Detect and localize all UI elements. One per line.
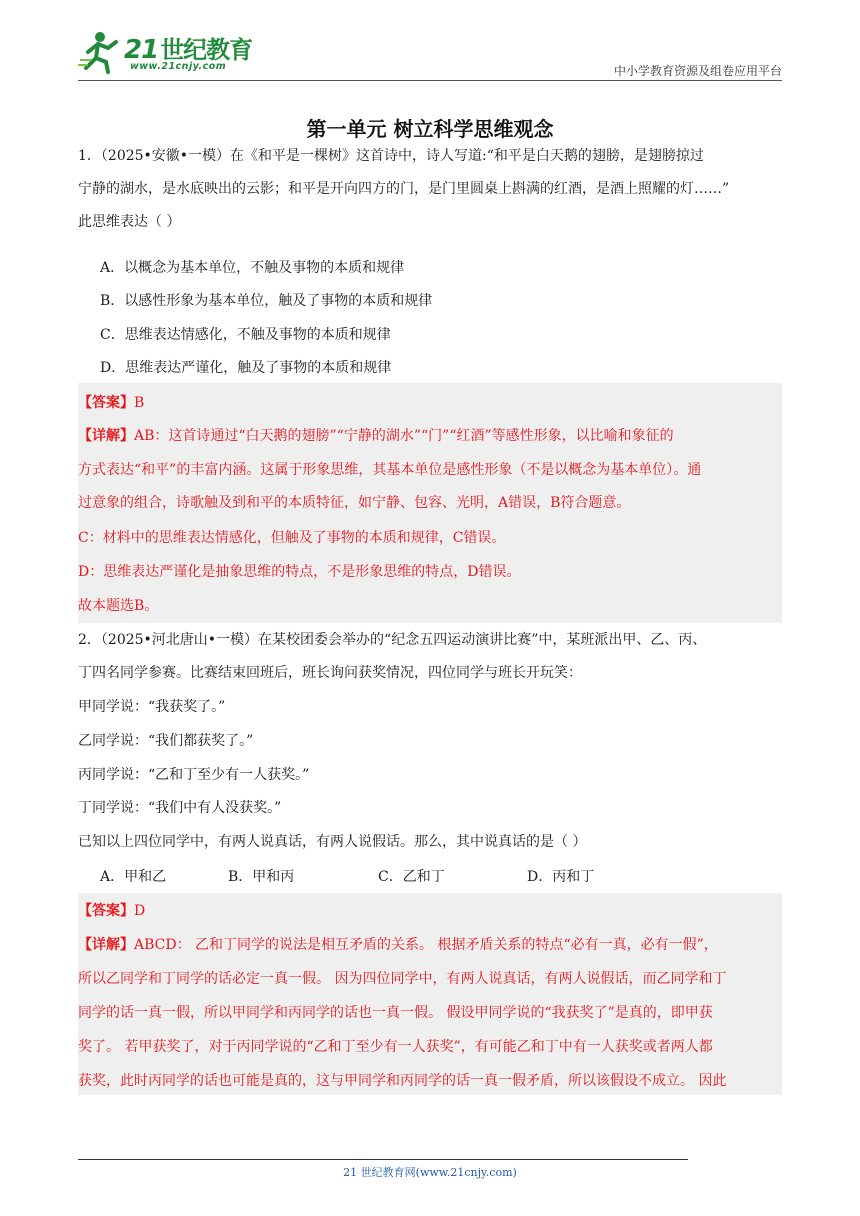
q1-answer: 【答案】B: [78, 395, 145, 411]
q2-stem-line-2: 丁四名同学参赛。比赛结束回班后，班长询问获奖情况，四位同学与班长开玩笑：: [78, 665, 582, 681]
q1-detail-line-6: 故本题选B。: [78, 598, 159, 614]
q2-question: 已知以上四位同学中，有两人说真话，有两人说假话。那么，其中说真话的是（ ）: [78, 834, 587, 850]
logo[interactable]: [78, 28, 278, 78]
q1-detail-line-3: 过意象的组合，诗歌触及到和平的本质特征，如宁静、包容、光明，A错误，B符合题意。: [78, 495, 631, 511]
q1-detail-line-5: D：思维表达严谨化是抽象思维的特点，不是形象思维的特点，D错误。: [78, 564, 521, 580]
q2-answer: 【答案】D: [78, 903, 146, 919]
q1-stem-line-1: 1．（2025•安徽•一模）在《和平是一棵树》这首诗中，诗人写道:“和平是白天鹅的翅膀，是翅膀掠过: [78, 148, 704, 164]
q1-stem-line-3: 此思维表达（ ）: [78, 214, 181, 230]
q2-stem-line-1: 2．（2025•河北唐山•一模）在某校团委会举办的“纪念五四运动演讲比赛”中，某班派出甲、乙、丙、: [78, 632, 707, 648]
q2-answer-box: [78, 893, 782, 1095]
logo-text: 21世纪教育: [124, 35, 253, 65]
q2-option-c: C．乙和丁: [378, 869, 445, 885]
q2-option-d: D．丙和丁: [527, 869, 595, 885]
page-title: 第一单元 树立科学思维观念: [306, 117, 554, 141]
q2-detail-line-1: 【详解】ABCD： 乙和丁同学的说法是相互矛盾的关系。 根据矛盾关系的特点“必有一真，必有一假”，: [78, 937, 718, 953]
q2-statement-4: 丁同学说：“我们中有人没获奖。”: [78, 800, 282, 816]
q1-detail-line-1: 【详解】AB：这首诗通过“白天鹅的翅膀”“宁静的湖水”“门”“红酒”等感性形象，以比喻和象征的: [78, 428, 674, 444]
q1-detail-line-2: 方式表达“和平”的丰富内涵。这属于形象思维，其基本单位是感性形象（不是以概念为基本单位）。通: [78, 462, 702, 478]
q1-option-d: D．思维表达严谨化，触及了事物的本质和规律: [100, 360, 392, 376]
logo-url: www.21cnjy.com: [130, 61, 227, 72]
header-divider: [78, 80, 782, 81]
platform-name: 中小学教育资源及组卷应用平台: [613, 64, 782, 78]
q2-detail-line-5: 获奖，此时丙同学的话也可能是真的，这与甲同学和丙同学的话一真一假矛盾，所以该假设不成立。 因此: [78, 1073, 727, 1089]
q2-statement-3: 丙同学说：“乙和丁至少有一人获奖。”: [78, 767, 310, 783]
q1-option-a: A．以概念为基本单位，不触及事物的本质和规律: [100, 260, 405, 276]
q2-detail-line-2: 所以乙同学和丁同学的话必定一真一假。 因为四位同学中，有两人说真话，有两人说假话，而乙同学和丁: [78, 971, 727, 987]
page-header: [78, 28, 782, 80]
q2-statement-1: 甲同学说：“我获奖了。”: [78, 699, 226, 715]
q2-statement-2: 乙同学说：“我们都获奖了。”: [78, 733, 254, 749]
q1-stem-line-2: 宁静的湖水，是水底映出的云影；和平是开向四方的门，是门里圆桌上斟满的红酒，是酒上照耀的灯……”: [78, 181, 730, 197]
q2-detail-line-3: 同学的话一真一假，所以甲同学和丙同学的话也一真一假。 假设甲同学说的“我获奖了”是真的，即甲获: [78, 1005, 713, 1021]
q2-option-a: A．甲和乙: [100, 869, 167, 885]
footer-link[interactable]: 21 世纪教育网(www.21cnjy.com): [343, 1166, 517, 1179]
q2-detail-line-4: 奖了。 若甲获奖了，对于丙同学说的“乙和丁至少有一人获奖”，有可能乙和丁中有一人获奖或者两人都: [78, 1039, 713, 1055]
q2-option-b: B．甲和丙: [228, 869, 295, 885]
q1-option-b: B．以感性形象为基本单位，触及了事物的本质和规律: [100, 293, 433, 309]
q1-option-c: C．思维表达情感化，不触及事物的本质和规律: [100, 327, 391, 343]
footer-divider: [78, 1159, 688, 1160]
q1-detail-line-4: C：材料中的思维表达情感化，但触及了事物的本质和规律，C错误。: [78, 530, 506, 546]
runner-icon: [78, 30, 124, 74]
